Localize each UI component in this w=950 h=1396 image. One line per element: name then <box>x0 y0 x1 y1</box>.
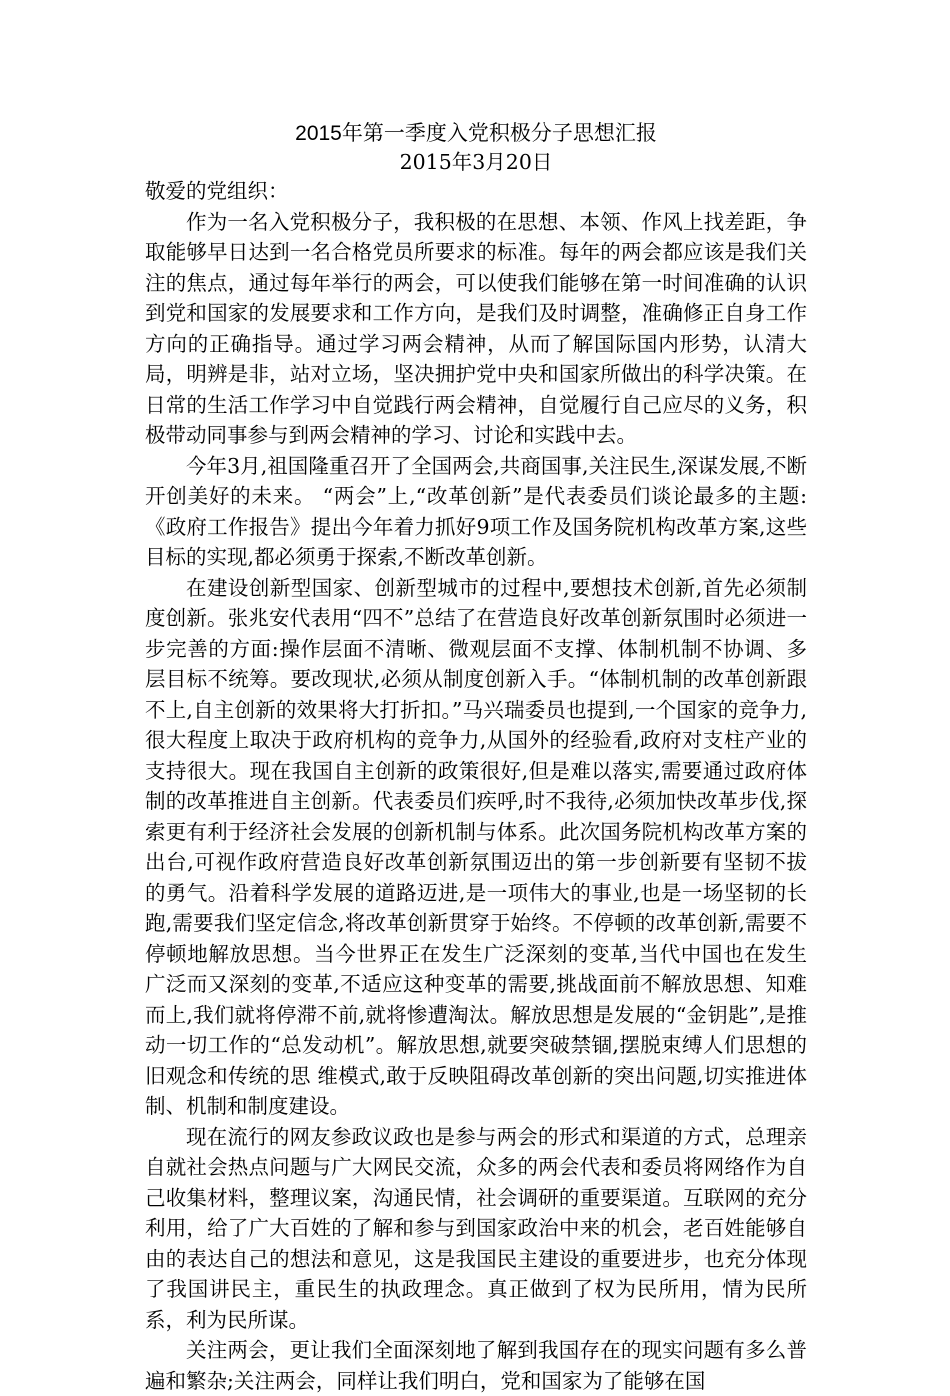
document-body <box>145 120 807 1396</box>
paragraph-3: 在建设创新型国家、创新型城市的过程中,要想技术创新,首先必须制度创新。张兆安代表用“四不”总结了在营造良好改革创新氛围时必须进一步完善的方面:操作层面不清晰、微观层面不支撑、体制机制不协调、多层目标不统筹。要改现状,必须从制度创新入手。“体制机制的改革创新跟不上,自主创新的效果将大打折扣。”马兴瑞委员也提到,一个国家的竞争力,很大程度上取决于政府机构的竞争力,从国外的经验看,政府对支柱产业的支持很大。现在我国自主创新的政策很好,但是难以落实,需要通过政府体制的改革推进自主创新。代表委员们疾呼,时不我待,必须加快改革步伐,探索更有利于经济社会发展的创新机制与体系。此次国务院机构改革方案的出台,可视作政府营造良好改革创新氛围迈出的第一步创新要有坚韧不拔的勇气。沿着科学发展的道路迈进,是一项伟大的事业,也是一场坚韧的长跑,需要我们坚定信念,将改革创新贯穿于始终。不停顿的改革创新,需要不停顿地解放思想。当今世界正在发生广泛深刻的变革,当代中国也在发生广泛而又深刻的变革,不适应这种变革的需要,挑战面前不解放思想、知难而上,我们就将停滞不前,就将惨遭淘汰。解放思想是发展的“金钥匙”,是推动一切工作的“总发动机”。解放思想,就要突破禁锢,摆脱束缚人们思想的旧观念和传统的思 维模式,敢于反映阻碍改革创新的突出问题,切实推进体制、机制和制度建设。 <box>145 575 807 1118</box>
document-date: 2015年3月20日 <box>399 150 553 174</box>
paragraph-2: 今年3月,祖国隆重召开了全国两会,共商国事,关注民生,深谋发展,不断开创美好的未来。 “两会”上,“改革创新”是代表委员们谈论最多的主题:《政府工作报告》提出今年着力抓好9项工作及国务院机构改革方案,这些目标的实现,都必须勇于探索,不断改革创新。 <box>145 453 807 569</box>
salutation: 敬爱的党组织： <box>145 179 289 203</box>
paragraph-5: 关注两会，更让我们全面深刻地了解到我国存在的现实问题有多么普遍和繁杂;关注两会，同样让我们明白，党和国家为了能够在国 <box>145 1338 807 1393</box>
paragraph-4: 现在流行的网友参政议政也是参与两会的形式和渠道的方式，总理亲自就社会热点问题与广大网民交流，众多的两会代表和委员将网络作为自己收集材料，整理议案，沟通民情，社会调研的重要渠道。互联网的充分利用，给了广大百姓的了解和参与到国家政治中来的机会，老百姓能够自由的表达自己的想法和意见，这是我国民主建设的重要进步，也充分体现了我国讲民主，重民生的执政理念。真正做到了权为民所用，情为民所系，利为民所谋。 <box>145 1124 807 1332</box>
document-title: 2015年第一季度入党积极分子思想汇报 <box>295 122 657 145</box>
paragraph-1: 作为一名入党积极分子，我积极的在思想、本领、作风上找差距，争取能够早日达到一名合格党员所要求的标准。每年的两会都应该是我们关注的焦点，通过每年举行的两会，可以使我们能够在第一时间准确的认识到党和国家的发展要求和工作方向，是我们及时调整，准确修正自身工作方向的正确指导。通过学习两会精神，从而了解国际国内形势，认清大局，明辨是非，站对立场，坚决拥护党中央和国家所做出的科学决策。在日常的生活工作学习中自觉践行两会精神，自觉履行自己应尽的义务，积极带动同事参与到两会精神的学习、讨论和实践中去。 <box>145 209 807 447</box>
